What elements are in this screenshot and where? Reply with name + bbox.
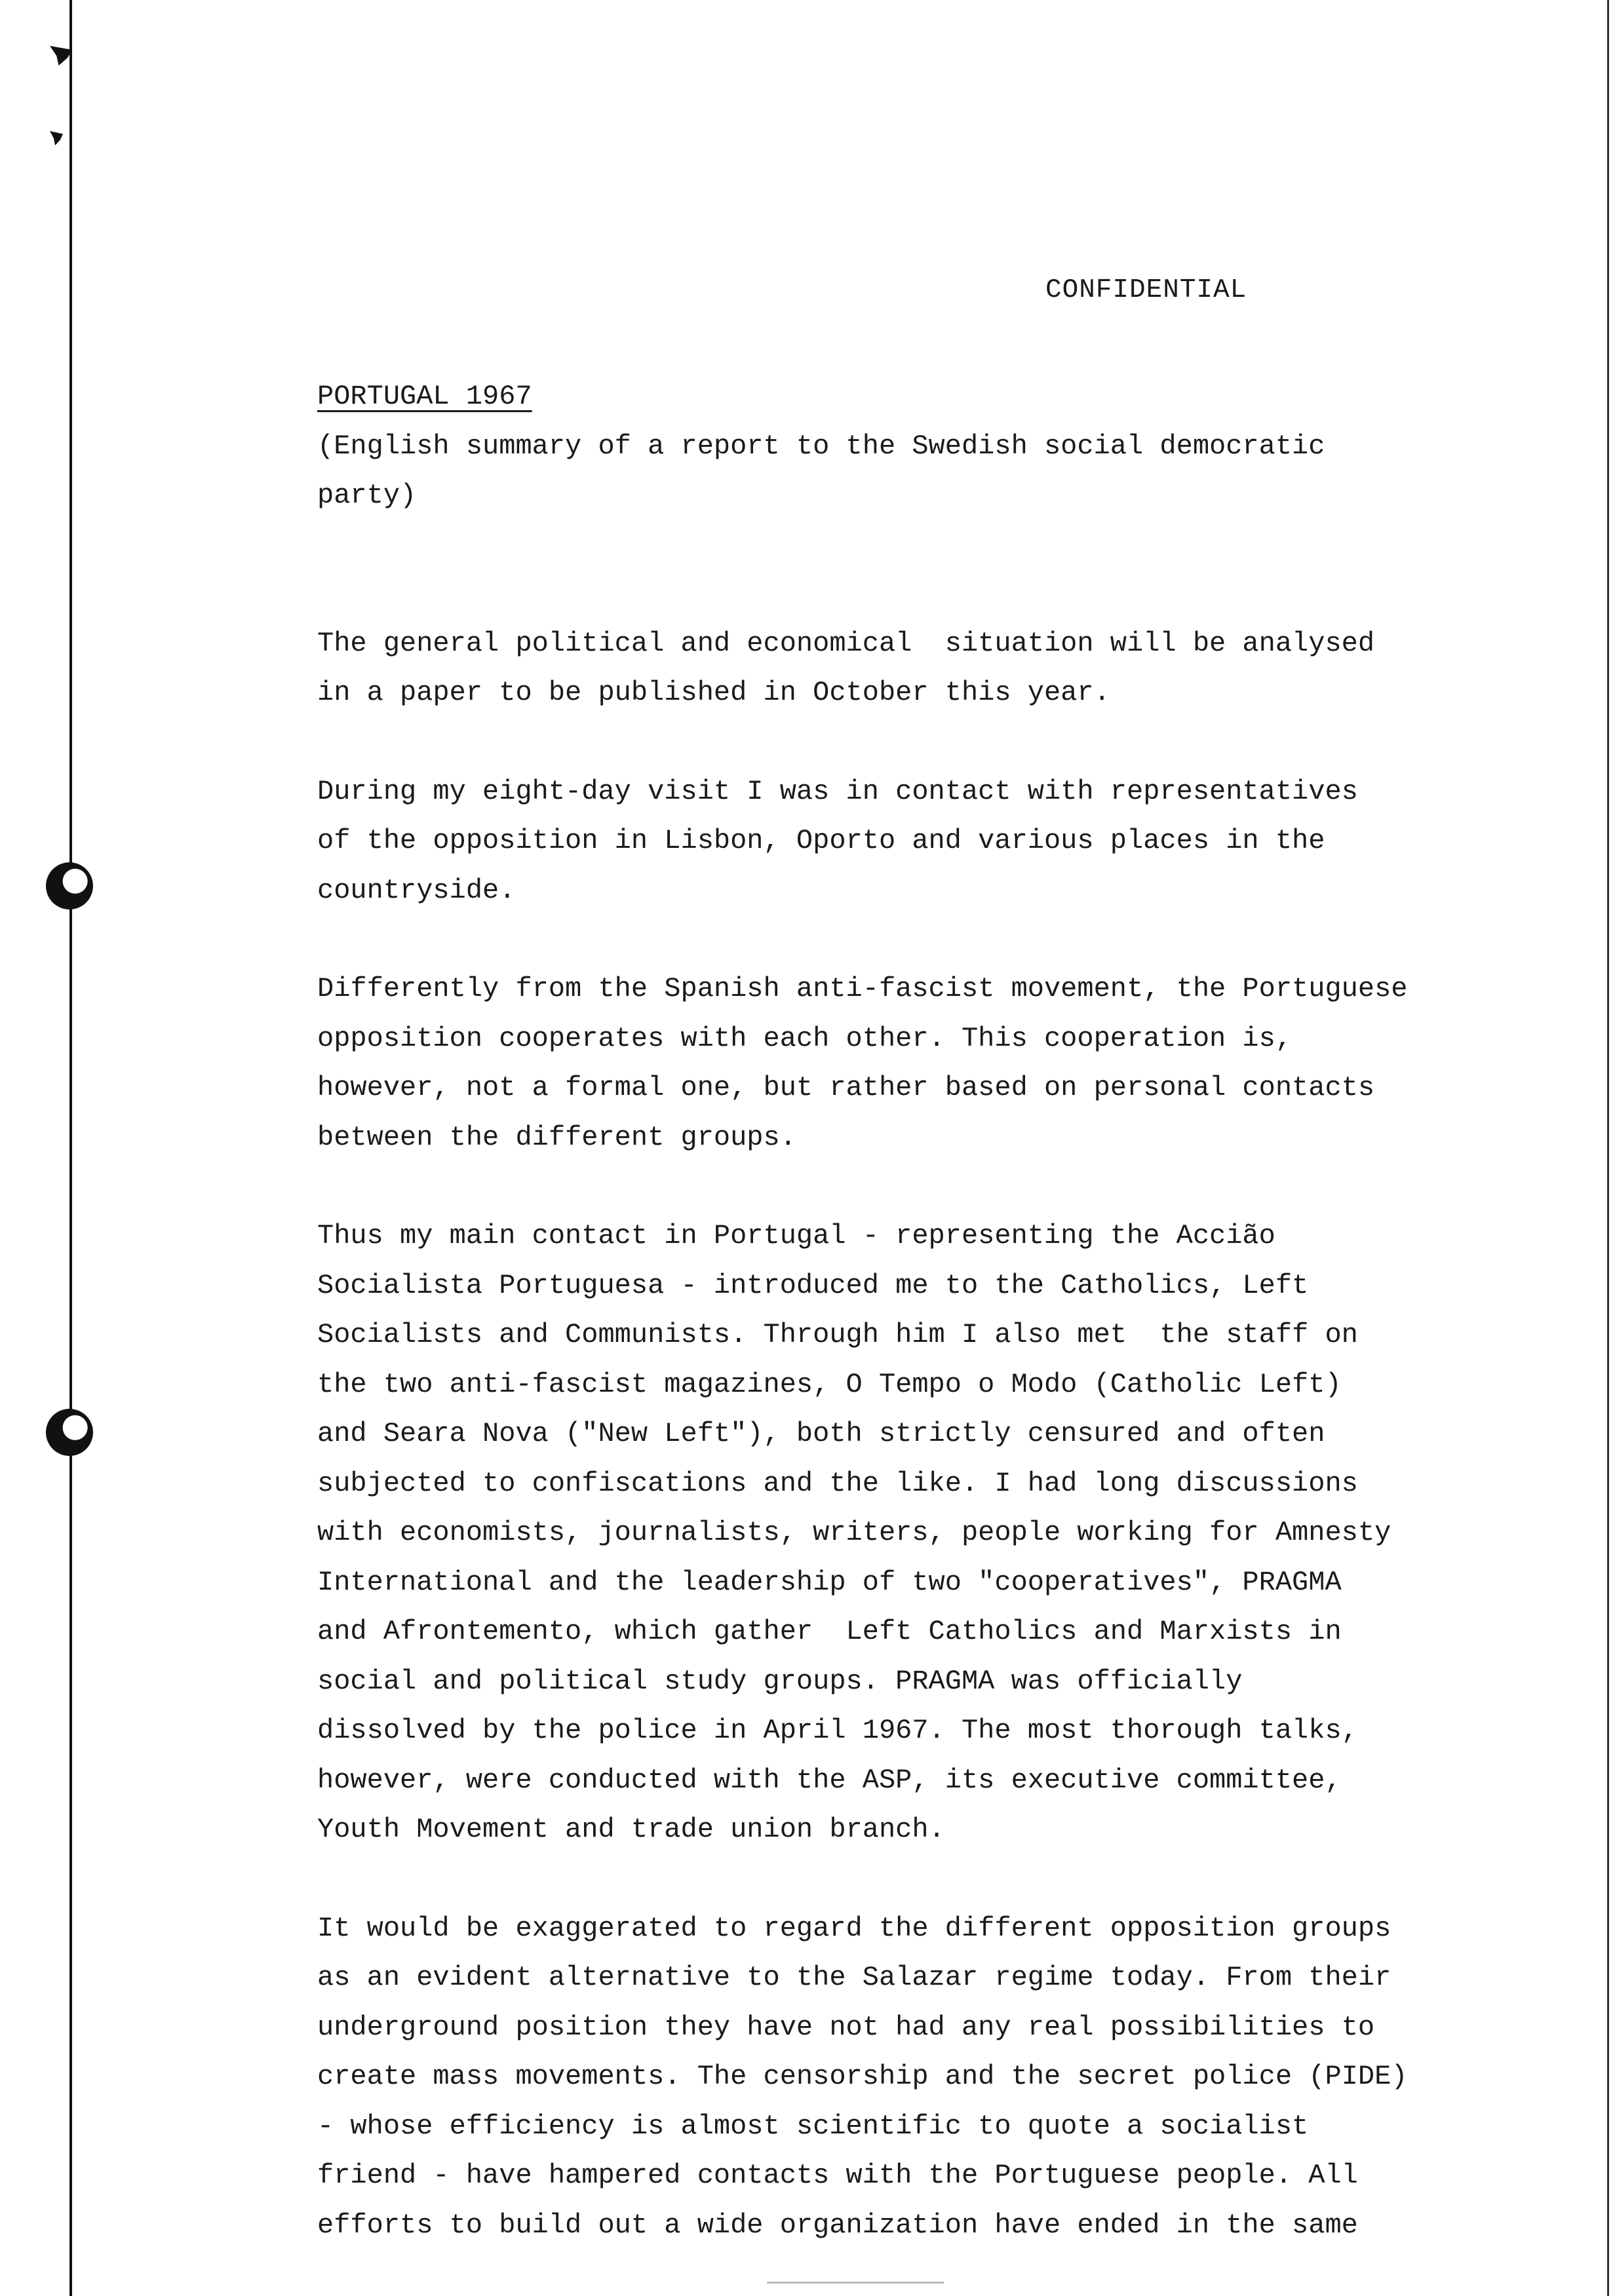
punch-hole-lower bbox=[46, 1409, 93, 1456]
binding-line bbox=[69, 0, 72, 2296]
paragraph-3: Differently from the Spanish anti-fascist movement, the Portuguese opposition cooperates with each other. This cooperation is, however, not a formal one, but rather based on personal contacts between the different groups. bbox=[317, 973, 1408, 1153]
paragraph-4: Thus my main contact in Portugal - representing the Accião Socialista Portuguesa - introduced me to the Catholics, Left Socialists and Communists. Through him I also met the staff on the two anti-fascist magazines, O Tempo o Modo (Catholic Left) and Seara Nova ("New Left"), both strictly censured and often subjected to confiscations and the like. I had long discussions with economists, journalists, writers, people working for Amnesty International and the leadership of two "cooperatives", PRAGMA and Afrontemento, which gather Left Catholics and Marxists in social and political study groups. PRAGMA was officially dissolved by the police in April 1967. The most thorough talks, however, were conducted with the ASP, its executive committee, Youth Movement and trade union branch. bbox=[317, 1220, 1391, 1845]
staple-mark-small bbox=[50, 131, 63, 145]
page-bottom-smudge bbox=[767, 2282, 944, 2284]
classification-label: CONFIDENTIAL bbox=[1045, 275, 1247, 305]
page-right-edge bbox=[1607, 0, 1609, 2296]
staple-mark bbox=[50, 46, 72, 66]
document-body bbox=[317, 372, 1500, 2250]
paragraph-2: During my eight-day visit I was in contact with representatives of the opposition in Lisbon, Oporto and various places in the countryside. bbox=[317, 775, 1358, 906]
document-title: PORTUGAL 1967 bbox=[317, 381, 532, 412]
paragraph-1: The general political and economical situation will be analysed in a paper to be published in October this year. bbox=[317, 627, 1375, 708]
paragraph-5: It would be exaggerated to regard the different opposition groups as an evident alternative to the Salazar regime today. From their underground position they have not had any real possibilities to create mass movements. The censorship and the secret police (PIDE) - whose efficiency is almost scientific to quote a socialist friend - have hampered contacts with the Portuguese people. All efforts to build out a wide organization have ended in the same bbox=[317, 1912, 1408, 2241]
punch-hole-upper bbox=[46, 862, 93, 909]
document-subtitle: (English summary of a report to the Swedish social democratic party) bbox=[317, 430, 1325, 511]
